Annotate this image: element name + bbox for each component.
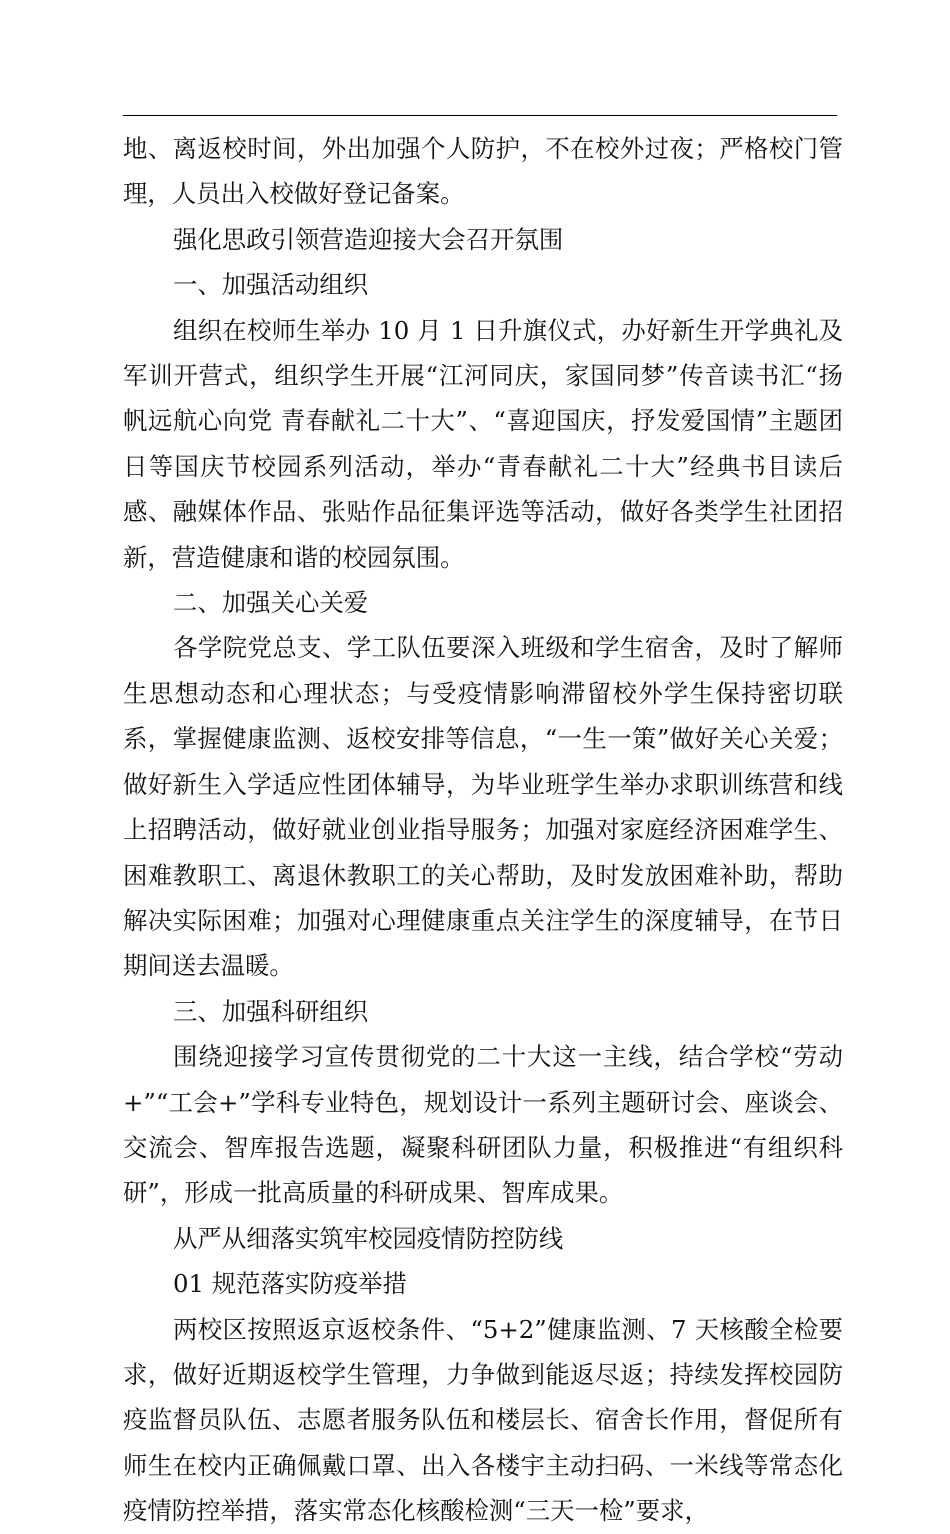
section-heading: 强化思政引领营造迎接大会召开氛围 xyxy=(173,224,564,254)
section-heading: 从严从细落实筑牢校园疫情防控防线 xyxy=(173,1223,564,1253)
paragraph-continuation: 地、离返校时间，外出加强个人防护，不在校外过夜；严格校门管理，人员出入校做好登记备案。 xyxy=(123,134,843,209)
subsection-heading: 二、加强关心关爱 xyxy=(173,588,369,618)
body-paragraph: 各学院党总支、学工队伍要深入班级和学生宿舍，及时了解师生思想动态和心理状态；与受疫情影响滞留校外学生保持密切联系，掌握健康监测、返校安排等信息，“一生一策”做好关心关爱；做好新生入学适应性团体辅导，为毕业班学生举办求职训练营和线上招聘活动，做好就业创业指导服务；加强对家庭经济困难学生、困难教职工、离退休教职工的关心帮助，及时发放困难补助，帮助解决实际困难；加强对心理健康重点关注学生的深度辅导，在节日期间送去温暖。 xyxy=(123,633,843,981)
document-body xyxy=(123,126,843,1534)
body-paragraph: 组织在校师生举办 10 月 1 日升旗仪式，办好新生开学典礼及军训开营式，组织学生开展“江河同庆，家国同梦”传音读书汇“扬帆远航心向党 青春献礼二十大”、“喜迎国庆，抒发爱国情”主题团日等国庆节校园系列活动，举办“青春献礼二十大”经典书目读后感、融媒体作品、张贴作品征集评选等活动，做好各类学生社团招新，营造健康和谐的校园氛围。 xyxy=(123,315,843,572)
subsection-heading: 01 规范落实防疫举措 xyxy=(173,1269,407,1299)
body-paragraph: 两校区按照返京返校条件、“5+2”健康监测、7 天核酸全检要求，做好近期返校学生管理，力争做到能返尽返；持续发挥校园防疫监督员队伍、志愿者服务队伍和楼层长、宿舍长作用，督促所有师生在校内正确佩戴口罩、出入各楼宇主动扫码、一米线等常态化疫情防控举措，落实常态化核酸检测“三天一检”要求， xyxy=(123,1314,843,1526)
body-paragraph: 围绕迎接学习宣传贯彻党的二十大这一主线，结合学校“劳动+”“工会+”学科专业特色，规划设计一系列主题研讨会、座谈会、交流会、智库报告选题，凝聚科研团队力量，积极推进“有组织科研”，形成一批高质量的科研成果、智库成果。 xyxy=(123,1042,843,1208)
subsection-heading: 一、加强活动组织 xyxy=(173,270,369,300)
header-rule xyxy=(123,115,837,116)
subsection-heading: 三、加强科研组织 xyxy=(173,996,369,1026)
